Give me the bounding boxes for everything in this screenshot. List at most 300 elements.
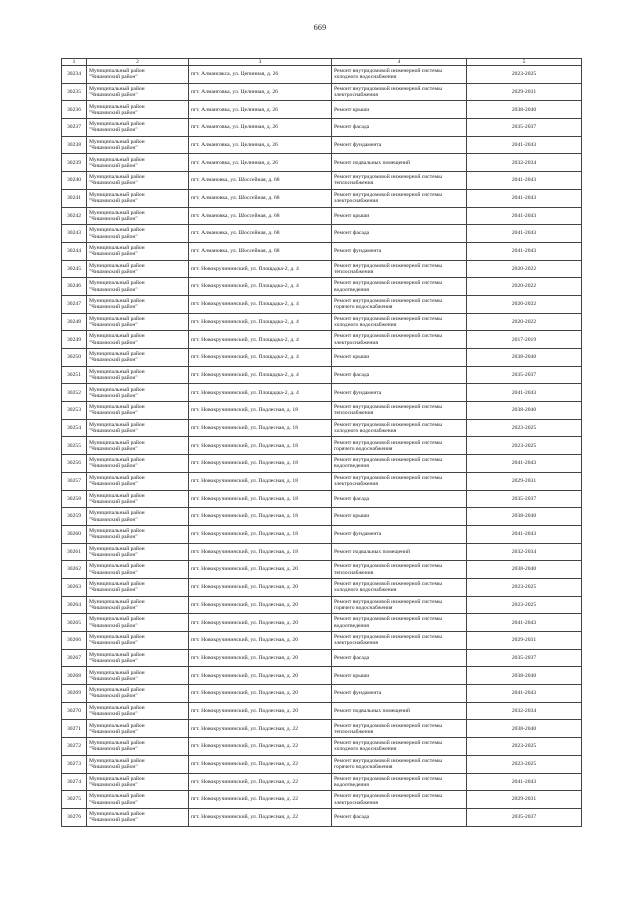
work-type-line: Ремонт подвальных помещений [334,548,411,555]
table-row [62,525,582,543]
municipality-line: Муниципальный район [89,262,145,269]
record-number-cell: 30234 [62,66,87,84]
municipality-line: "Чишмиский район" [89,321,138,328]
work-type-cell [332,402,467,420]
municipality-line: "Чишмиский район" [89,392,138,399]
municipality-line: "Чишмиский район" [89,799,138,806]
work-type-cell [332,667,467,685]
municipality-cell [87,225,189,243]
work-type-line: Ремонт фундамента [334,531,382,538]
table-row [62,702,582,720]
work-type-cell [332,808,467,826]
table-row [62,242,582,260]
work-type-line: Ремонт внутридомовой инженерной системы [334,191,442,198]
address-cell: пгт. Новокручининский, ул. Подлесная, д. 18 [189,543,332,561]
work-type-line: Ремонт внутридомовой инженерной системы [334,581,442,588]
address-cell: пгт. Новокручининский, ул. Подлесная, д. 20 [189,578,332,596]
work-type-cell [332,773,467,791]
period-cell: 2029-2031 [467,83,582,101]
municipality-line: Муниципальный район [89,138,145,145]
work-type-line: Ремонт фундамента [334,141,382,148]
column-number-row [62,59,582,66]
record-number-cell: 30239 [62,154,87,172]
table-row [62,667,582,685]
work-type-line: Ремонт внутридомовой инженерной системы [334,298,442,305]
municipality-line: Муниципальный район [89,722,145,729]
municipality-cell [87,578,189,596]
work-type-line: электроснабжения [334,640,378,647]
record-number-cell: 30252 [62,384,87,402]
table-row [62,738,582,756]
municipality-line: Муниципальный район [89,68,145,75]
work-type-line: Ремонт фундамента [334,389,382,396]
record-number-cell: 30265 [62,614,87,632]
table-row [62,685,582,703]
work-type-cell [332,278,467,296]
table-row [62,632,582,650]
municipality-line: "Чишмиский район" [89,304,138,311]
municipality-cell [87,738,189,756]
record-number-cell: 30272 [62,738,87,756]
municipality-cell [87,384,189,402]
work-type-line: горячего водоснабжения [334,604,393,611]
municipality-line: Муниципальный район [89,811,145,818]
work-type-line: Ремонт внутридомовой инженерной системы [334,262,442,269]
municipality-line: "Чишмиский район" [89,569,138,576]
period-cell: 2038-2040 [467,720,582,738]
municipality-line: "Чишмиский район" [89,604,138,611]
work-type-cell [332,702,467,720]
municipality-line: "Чишмиский район" [89,516,138,523]
address-cell: пгт. Новокручининский, ул. Подлесная, д. 22 [189,773,332,791]
municipality-line: Муниципальный район [89,757,145,764]
address-cell: пгт. Новокручининский, ул. Подлесная, д. 22 [189,791,332,809]
municipality-line: Муниципальный район [89,634,145,641]
municipality-line: Муниципальный район [89,421,145,428]
municipality-line: "Чишмиский район" [89,551,138,558]
work-type-cell [332,685,467,703]
municipality-line: Муниципальный район [89,775,145,782]
work-type-line: Ремонт крыши [334,672,370,679]
period-cell: 2041-2043 [467,189,582,207]
municipality-line: "Чишмиский район" [89,92,138,99]
work-type-cell [332,331,467,349]
column-number: 3 [189,59,332,66]
period-cell: 2035-2037 [467,366,582,384]
period-cell: 2041-2043 [467,207,582,225]
municipality-line: "Чишмиский район" [89,215,138,222]
municipality-cell [87,667,189,685]
period-cell: 2041-2043 [467,614,582,632]
work-type-cell [332,154,467,172]
municipality-line: Муниципальный район [89,581,145,588]
municipality-line: "Чишмиский район" [89,746,138,753]
period-cell: 2041-2043 [467,242,582,260]
address-cell: пгт. Новокручининский, ул. Подлесная, д. 18 [189,419,332,437]
work-type-cell [332,543,467,561]
record-number-cell: 30271 [62,720,87,738]
work-type-cell [332,578,467,596]
work-type-line: Ремонт внутридомовой инженерной системы [334,174,442,181]
record-number-cell: 30254 [62,419,87,437]
municipality-line: "Чишмиский район" [89,587,138,594]
table-row [62,419,582,437]
work-type-line: Ремонт внутридомовой инженерной системы [334,439,442,446]
table-row [62,402,582,420]
municipality-line: "Чишмиский район" [89,781,138,788]
address-cell: пгт. Новокручининский, ул. Подлесная, д. 18 [189,455,332,473]
work-type-line: водоотведения [334,781,369,788]
municipality-cell [87,596,189,614]
work-type-cell [332,614,467,632]
work-type-line: электроснабжения [334,799,378,806]
address-cell: пгт. Новокручининский, ул. Площадка-2, д. 4 [189,349,332,367]
column-number: 1 [62,59,87,66]
record-number-cell: 30255 [62,437,87,455]
work-type-line: теплоснабжения [334,410,374,417]
address-cell: пгт. Новокручининский, ул. Подлесная, д. 20 [189,667,332,685]
period-cell: 2023-2025 [467,66,582,84]
work-type-line: холодного водоснабжения [334,587,397,594]
table-row [62,508,582,526]
work-type-cell [332,136,467,154]
municipality-line: Муниципальный район [89,209,145,216]
work-type-line: Ремонт фасада [334,230,370,237]
work-type-line: Ремонт подвальных помещений [334,159,411,166]
period-cell: 2032-2034 [467,702,582,720]
period-cell: 2029-2031 [467,791,582,809]
period-cell: 2029-2031 [467,632,582,650]
municipality-cell [87,349,189,367]
work-type-cell [332,472,467,490]
municipality-line: Муниципальный район [89,156,145,163]
record-number-cell: 30245 [62,260,87,278]
record-number-cell: 30267 [62,649,87,667]
register-table [61,58,582,827]
table-row [62,295,582,313]
municipality-line: Муниципальный район [89,85,145,92]
table-row [62,331,582,349]
table-row [62,490,582,508]
municipality-line: Муниципальный район [89,651,145,658]
municipality-cell [87,437,189,455]
municipality-line: Муниципальный район [89,669,145,676]
address-cell: пгт. Алмановка, ул. Шоссейная, д. 68 [189,242,332,260]
address-cell: пгт. Новокручининский, ул. Площадка-2, д. 4 [189,331,332,349]
record-number-cell: 30237 [62,119,87,137]
address-cell: пгт. Новокручининский, ул. Подлесная, д. 18 [189,472,332,490]
work-type-line: электроснабжения [334,92,378,99]
work-type-line: Ремонт внутридомовой инженерной системы [334,333,442,340]
period-cell: 2023-2025 [467,578,582,596]
municipality-cell [87,808,189,826]
municipality-line: "Чишмиский район" [89,428,138,435]
table-row [62,101,582,119]
period-cell: 2041-2043 [467,773,582,791]
record-number-cell: 30241 [62,189,87,207]
record-number-cell: 30250 [62,349,87,367]
address-cell: пгт. Алмановка, ул. Шоссейная, д. 68 [189,172,332,190]
record-number-cell: 30257 [62,472,87,490]
work-type-line: водоотведения [334,463,369,470]
municipality-cell [87,295,189,313]
record-number-cell: 30258 [62,490,87,508]
municipality-cell [87,472,189,490]
table-row [62,83,582,101]
work-type-cell [332,755,467,773]
municipality-line: "Чишмиский район" [89,198,138,205]
address-cell: пгт. Алманговка, ул. Целинная, д. 26 [189,83,332,101]
record-number-cell: 30276 [62,808,87,826]
period-cell: 2035-2037 [467,119,582,137]
work-type-cell [332,313,467,331]
municipality-line: "Чишмиский район" [89,817,138,824]
municipality-line: Муниципальный район [89,227,145,234]
record-number-cell: 30270 [62,702,87,720]
address-cell: пгт. Новокручининский, ул. Площадка-2, д. 4 [189,313,332,331]
period-cell: 2017-2019 [467,331,582,349]
address-cell: пгт. Новокручининский, ул. Подлесная, д. 20 [189,614,332,632]
address-cell: пгт. Новокручининский, ул. Подлесная, д. 20 [189,685,332,703]
municipality-line: "Чишмиский район" [89,728,138,735]
work-type-line: Ремонт крыши [334,106,370,113]
address-cell: пгт. Новокручининский, ул. Подлесная, д. 18 [189,525,332,543]
address-cell: пгт. Алманговка, ул. Целинная, д. 26 [189,101,332,119]
period-cell: 2035-2037 [467,649,582,667]
municipality-line: "Чишмиский район" [89,251,138,258]
address-cell: пгт. Новокручининский, ул. Подлесная, д. 20 [189,561,332,579]
record-number-cell: 30266 [62,632,87,650]
record-number-cell: 30244 [62,242,87,260]
municipality-cell [87,242,189,260]
period-cell: 2032-2034 [467,154,582,172]
municipality-cell [87,136,189,154]
work-type-cell [332,242,467,260]
municipality-cell [87,419,189,437]
table-row [62,773,582,791]
record-number-cell: 30263 [62,578,87,596]
work-type-line: Ремонт внутридомовой инженерной системы [334,457,442,464]
record-number-cell: 30240 [62,172,87,190]
table-row [62,808,582,826]
address-cell: пгт. Новокручининский, ул. Подлесная, д. 22 [189,808,332,826]
address-cell: пгт. Алманговка, ул. Целинная, д. 26 [189,119,332,137]
work-type-line: Ремонт внутридомовой инженерной системы [334,775,442,782]
municipality-line: "Чишмиский район" [89,711,138,718]
address-cell: пгт. Новокручининский, ул. Площадка-2, д. 4 [189,384,332,402]
work-type-line: холодного водоснабжения [334,321,397,328]
municipality-line: Муниципальный район [89,103,145,110]
period-cell: 2038-2040 [467,508,582,526]
address-cell: пгт. Алмансвкса, ул. Цепинная, д. 26 [189,66,332,84]
work-type-line: Ремонт внутридомовой инженерной системы [334,793,442,800]
work-type-line: Ремонт внутридомовой инженерной системы [334,616,442,623]
work-type-line: Ремонт внутридомовой инженерной системы [334,85,442,92]
address-cell: пгт. Новокручининский, ул. Подлесная, д. 22 [189,755,332,773]
municipality-line: Муниципальный район [89,121,145,128]
period-cell: 2023-2025 [467,419,582,437]
period-cell: 2041-2043 [467,172,582,190]
period-cell: 2032-2034 [467,543,582,561]
work-type-line: Ремонт подвальных помещений [334,707,411,714]
municipality-cell [87,685,189,703]
municipality-line: "Чишмиский район" [89,286,138,293]
address-cell: пгт. Новокручининский, ул. Подлесная, д. 20 [189,596,332,614]
table-row [62,596,582,614]
table-row [62,437,582,455]
address-cell: пгт. Новокручининский, ул. Подлесная, д. 20 [189,702,332,720]
municipality-cell [87,66,189,84]
period-cell: 2020-2022 [467,260,582,278]
municipality-line: Муниципальный район [89,492,145,499]
record-number-cell: 30242 [62,207,87,225]
work-type-cell [332,649,467,667]
period-cell: 2041-2043 [467,525,582,543]
work-type-cell [332,349,467,367]
record-number-cell: 30259 [62,508,87,526]
period-cell: 2038-2040 [467,101,582,119]
municipality-line: "Чишмиский район" [89,622,138,629]
table-row [62,384,582,402]
table-row [62,561,582,579]
table-row [62,578,582,596]
municipality-line: "Чишмиский район" [89,74,138,81]
work-type-cell [332,561,467,579]
municipality-cell [87,508,189,526]
municipality-line: "Чишмиский район" [89,339,138,346]
municipality-cell [87,278,189,296]
address-cell: пгт. Новокручининский, ул. Площадка-2, д. 4 [189,260,332,278]
municipality-line: "Чишмиский район" [89,375,138,382]
municipality-line: "Чишмиский район" [89,233,138,240]
work-type-cell [332,720,467,738]
municipality-line: Муниципальный район [89,598,145,605]
work-type-line: Ремонт фасада [334,495,370,502]
municipality-line: Муниципальный район [89,687,145,694]
address-cell: пгт. Новокручининский, ул. Подлесная, д. 18 [189,490,332,508]
period-cell: 2041-2043 [467,225,582,243]
address-cell: пгт. Новокручининский, ул. Подлесная, д. 18 [189,402,332,420]
record-number-cell: 30274 [62,773,87,791]
work-type-cell [332,384,467,402]
work-type-line: Ремонт внутридомовой инженерной системы [334,315,442,322]
work-type-cell [332,632,467,650]
address-cell: пгт. Новокручининский, ул. Площадка-2, д. 4 [189,295,332,313]
work-type-cell [332,738,467,756]
record-number-cell: 30273 [62,755,87,773]
work-type-line: горячего водоснабжения [334,304,393,311]
record-number-cell: 30260 [62,525,87,543]
period-cell: 2023-2025 [467,596,582,614]
table-row [62,649,582,667]
municipality-line: "Чишмиский район" [89,463,138,470]
work-type-line: холодного водоснабжения [334,428,397,435]
municipality-line: Муниципальный район [89,474,145,481]
record-number-cell: 30253 [62,402,87,420]
work-type-cell [332,189,467,207]
municipality-line: "Чишмиский район" [89,268,138,275]
work-type-cell [332,172,467,190]
work-type-line: Ремонт внутридомовой инженерной системы [334,722,442,729]
municipality-line: Муниципальный район [89,280,145,287]
work-type-line: холодного водоснабжения [334,74,397,81]
work-type-cell [332,366,467,384]
address-cell: пгт. Новокручининский, ул. Подлесная, д. 18 [189,437,332,455]
record-number-cell: 30268 [62,667,87,685]
work-type-cell [332,437,467,455]
address-cell: пгт. Новокручининский, ул. Подлесная, д. 22 [189,738,332,756]
work-type-line: Ремонт крыши [334,212,370,219]
table-row [62,543,582,561]
municipality-line: Муниципальный район [89,245,145,252]
column-number: 2 [87,59,189,66]
record-number-cell: 30235 [62,83,87,101]
municipality-line: "Чишмиский район" [89,481,138,488]
municipality-line: Муниципальный район [89,793,145,800]
municipality-line: Муниципальный район [89,298,145,305]
municipality-cell [87,172,189,190]
work-type-cell [332,508,467,526]
address-cell: пгт. Новокручининский, ул. Подлесная, д. 20 [189,649,332,667]
municipality-cell [87,525,189,543]
work-type-cell [332,83,467,101]
municipality-cell [87,649,189,667]
period-cell: 2020-2022 [467,313,582,331]
municipality-line: "Чишмиский район" [89,640,138,647]
work-type-line: Ремонт фасада [334,371,370,378]
work-type-line: электроснабжения [334,198,378,205]
period-cell: 2041-2043 [467,455,582,473]
municipality-cell [87,207,189,225]
municipality-cell [87,490,189,508]
municipality-line: "Чишмиский район" [89,534,138,541]
municipality-line: "Чишмиский район" [89,764,138,771]
address-cell: пгт. Алманговка, ул. Целинная, д. 26 [189,154,332,172]
work-type-cell [332,295,467,313]
period-cell: 2041-2043 [467,384,582,402]
work-type-cell [332,419,467,437]
column-number: 4 [332,59,467,66]
address-cell: пгт. Новокручининский, ул. Подлесная, д. 22 [189,720,332,738]
municipality-cell [87,755,189,773]
table-row [62,614,582,632]
work-type-cell [332,525,467,543]
address-cell: пгт. Алмановка, ул. Шоссейная, д. 68 [189,189,332,207]
municipality-cell [87,773,189,791]
municipality-line: Муниципальный район [89,704,145,711]
work-type-line: Ремонт внутридомовой инженерной системы [334,280,442,287]
period-cell: 2023-2025 [467,437,582,455]
table-row [62,472,582,490]
table-row [62,791,582,809]
record-number-cell: 30246 [62,278,87,296]
municipality-cell [87,455,189,473]
work-type-line: горячего водоснабжения [334,445,393,452]
record-number-cell: 30243 [62,225,87,243]
municipality-line: "Чишмиский район" [89,658,138,665]
municipality-cell [87,331,189,349]
period-cell: 2041-2043 [467,136,582,154]
work-type-cell [332,455,467,473]
table-row [62,755,582,773]
work-type-cell [332,119,467,137]
work-type-cell [332,490,467,508]
table-row [62,207,582,225]
period-cell: 2038-2040 [467,667,582,685]
municipality-line: Муниципальный район [89,740,145,747]
table-row [62,189,582,207]
period-cell: 2023-2025 [467,738,582,756]
